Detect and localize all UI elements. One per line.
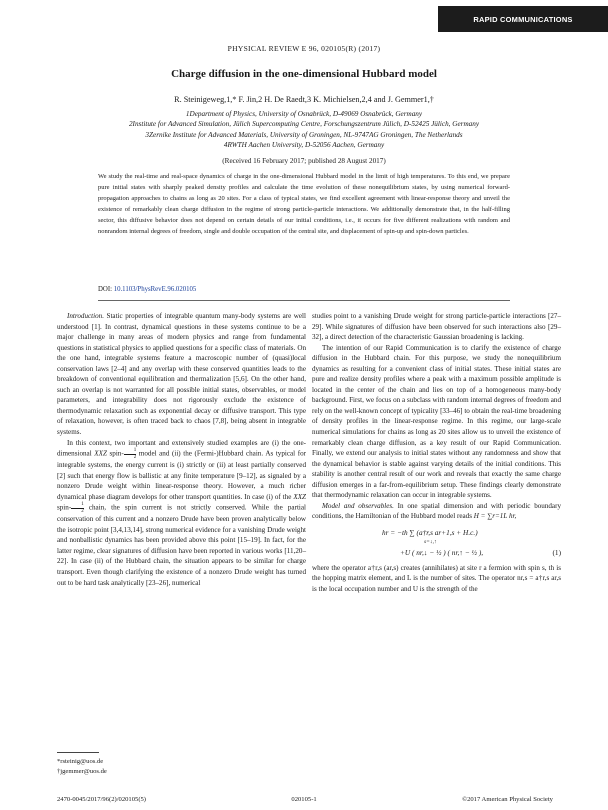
paragraph-text: In one spatial dimension and with periodic boundary conditions, the Hamiltonian of the Hubbard model reads bbox=[312, 501, 561, 521]
paragraph-intention: The intention of our Rapid Communication is to clarify the existence of charge diffusion in the Hubbard chain. For this purpose, we study the nonequilibrium dynamics as resulting for a convenient class of initial states. These initial states are pure and realize density profiles where a peak with a maximum possible amplitude is located in the center of the chain and lies on top of a homogeneous many-body background. First, we focus on a subclass with random internal degrees of freedom and rely on the well-known concept of typicality [33–46] to obtain the real-time broadening of density profiles in the linear-response regime. In this regime, our large-scale numerical simulations for chains as long as 20 sites allow us to unveil the existence of remarkably clean charge diffusion, as a key result of our Rapid Communication. Finally, we extend our analysis to initial states without any randomness and show that the dynamical behavior is stable against varying details of the initial conditions. This stability is another central result of our work and reveals that exactly the same charge diffusion emerges in a far-from-equilibrium setup. These findings clearly demonstrate that thermodynamic relaxation can occur in integrable systems. bbox=[312, 343, 561, 500]
journal-header: PHYSICAL REVIEW E 96, 020105(R) (2017) bbox=[227, 44, 381, 53]
paragraph-operators: where the operator a†r,s (ar,s) creates (annihilates) at site r a fermion with spin s, th is the hopping matrix element, and L is the number of sites. The operator nr,s = a†r,s ar,s is the local occupation number and U is the strength of the bbox=[312, 563, 561, 594]
equation-number: (1) bbox=[552, 547, 561, 557]
paragraph-text: spin- bbox=[57, 503, 72, 512]
received-dates: (Received 16 February 2017; published 28 August 2017) bbox=[222, 157, 386, 165]
affiliation-1: 1Department of Physics, University of Osnabrück, D-49069 Osnabrück, Germany bbox=[185, 110, 423, 118]
paragraph-model bbox=[312, 501, 561, 522]
author-list: R. Steinigeweg,1,* F. Jin,2 H. De Raedt,3 K. Michielsen,2,4 and J. Gemmer1,† bbox=[174, 95, 434, 104]
doi-link[interactable]: 10.1103/PhysRevE.96.020105 bbox=[113, 286, 197, 293]
paragraph-introduction bbox=[57, 311, 306, 438]
rapid-communications-badge: RAPID COMMUNICATIONS bbox=[438, 6, 608, 32]
paper-title: Charge diffusion in the one-dimensional Hubbard model bbox=[171, 68, 437, 80]
paragraph-examples bbox=[57, 438, 306, 589]
footnote-rule bbox=[57, 752, 99, 753]
fraction-one-half: $\frac{1}{2}$ bbox=[124, 448, 137, 460]
equation-sum-subscript: s=↓,↑ bbox=[424, 538, 437, 545]
math-xxz: XXZ bbox=[293, 492, 306, 501]
section-heading-model: Model and observables. bbox=[322, 501, 394, 510]
abstract: We study the real-time and real-space dynamics of charge in the one-dimensional Hubbard model in the limit of high temperatures. To this end, we prepare pure initial states with sharply peaked density profiles and calculate the time evolution of these nonequilibrium states, by using numerical forward-propagation approaches to chains as long as 20 sites. For a class of typical states, we find excellent agreement with linear-response theory and unveil the existence of remarkably clean charge diffusion in the regime of strong particle-particle interactions. We additionally demonstrate that, in the half-filling sector, this diffusive behavior does not depend on certain details of our initial conditions, i.e., it occurs for five different realizations with random and nonrandom internal degrees of freedom, single and double occupation of the central site, and displacement of spin-up and spin-down particles. bbox=[98, 173, 510, 235]
equation-1 bbox=[312, 526, 561, 559]
affiliation-2: 2Institute for Advanced Simulation, Jülich Supercomputing Centre, Forschungszentrum Jülich, D-52425 Jülich, Germany bbox=[128, 120, 480, 129]
footnote-email-1[interactable]: *rsteinig@uos.de bbox=[57, 758, 104, 765]
abstract-divider bbox=[98, 300, 510, 301]
affiliation-3: 3Zernike Institute for Advanced Materials, University of Groningen, NL-9747AG Groningen, The Netherlands bbox=[145, 130, 463, 139]
paragraph-text: In this context, two important and extensively studied examples are (i) the one-dimensional bbox=[57, 438, 306, 458]
equation-interaction-term: +U ( nr,↓ − ½ ) ( nr,↑ − ½ ), bbox=[400, 547, 484, 557]
affiliation-4: 4RWTH Aachen University, D-52056 Aachen, Germany bbox=[223, 141, 385, 150]
math-hamiltonian: H = ∑r=1L hr, bbox=[473, 512, 517, 521]
footer-page-number: 020105-1 bbox=[291, 796, 317, 803]
left-column bbox=[57, 311, 306, 588]
paragraph-continued: studies point to a vanishing Drude weight for strong particle-particle interactions [27–29]. While signatures of diffusion have been observed for such interactions also [29–32], a direct detection of the characteristic Gaussian broadening is lacking. bbox=[312, 312, 561, 342]
doi-line bbox=[98, 286, 196, 293]
page-footer bbox=[57, 796, 553, 803]
footnote-email-2[interactable]: †jgemmer@uos.de bbox=[57, 767, 107, 775]
affiliations bbox=[0, 109, 608, 151]
equation-line-1: hr = −th ∑ (a†r,s ar+1,s + H.c.) bbox=[382, 527, 478, 537]
footer-issn: 2470-0045/2017/96(2)/020105(5) bbox=[57, 796, 147, 803]
footnotes bbox=[57, 757, 107, 776]
fraction-one-half: $\frac{1}{2}$ bbox=[71, 502, 84, 514]
paragraph-text: spin- bbox=[109, 449, 124, 458]
paragraph-text: Static properties of integrable quantum many-body systems are well understood [1]. In contrast, dynamical questions in these systems continue to be a major challenge in many areas of modern physics and range from fundamental questions in statistical physics to applied questions for a specific class of materials. On the one hand, integrable systems feature a macroscopic number of (quasi)local conservation laws [2–4] and any overlap with these conserved quantities leads to the breakdown of conventional equilibration and thermalization [5,6]. On the other hand, such an overlap is not warranted for all possible initial states, observables, or model parameters, and integrability does not rigorously exclude the existence of thermodynamic relaxation such as exponential decay or diffusive transport. This type of relaxation, however, is often traced back to chaos [7,8], being absent in integrable systems. bbox=[57, 312, 306, 437]
right-column bbox=[312, 311, 561, 595]
paragraph-text: model and (ii) the (Fermi-)Hubbard chain. As typical for integrable systems, the energy current is (i) strictly or (ii) at least partially conserved [2] such that energy flow is ballistic at any finite temperature [9–12], as signaled by a nonzero Drude weight within linear-response theory. However, a much richer dynamical phase diagram develops for other transport quantities. In case (i) of the bbox=[57, 449, 306, 501]
section-heading-introduction: Introduction. bbox=[67, 312, 104, 320]
doi-label: DOI: bbox=[98, 286, 112, 293]
math-xxz: XXZ bbox=[94, 449, 107, 458]
paragraph-text: chain, the spin current is not strictly conserved. While the partial conservation of this current and a nonzero Drude have been proven analytically below the isotropic point [3,4,13,14], strong numerical evidence for a vanishing Drude weight and nonballistic dynamics has been provided above this point [15–19]. In fact, for the latter regime, clear signatures of diffusion have been reported in various works [11,20–22]. In case (ii) of the Hubbard chain, the situation appears to be similar for charge transport. Even though clarifying the existence of a nonzero Drude weight has turned out to be hard task analytically [23–26], numerical bbox=[57, 503, 307, 587]
footer-copyright: ©2017 American Physical Society bbox=[462, 796, 553, 803]
equation-line-2 bbox=[312, 546, 561, 559]
